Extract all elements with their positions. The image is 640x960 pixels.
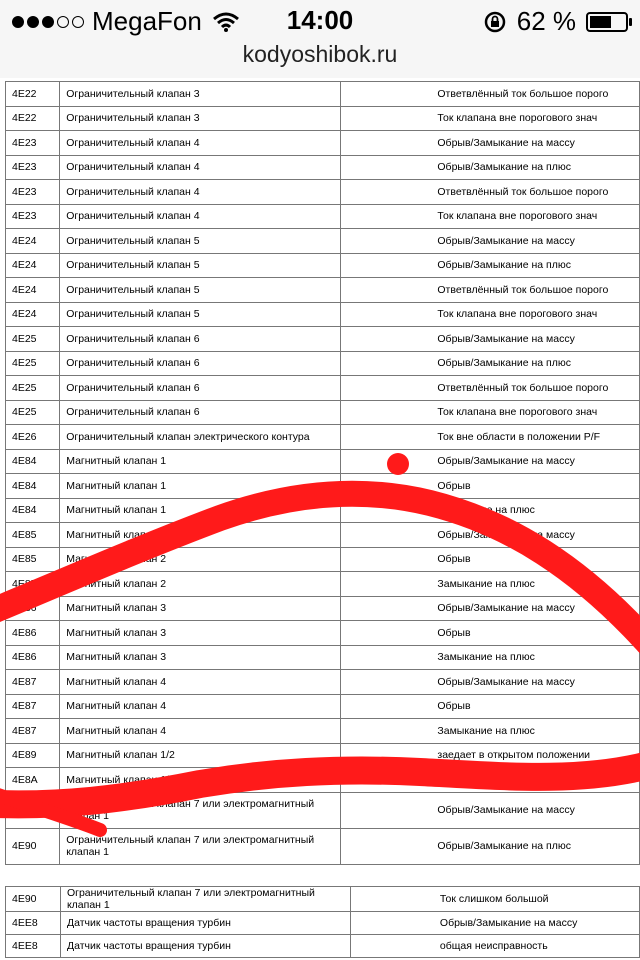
component-cell: Магнитный клапан 2 <box>60 572 341 597</box>
spacer-cell <box>341 376 432 401</box>
table-row <box>6 621 640 646</box>
description-cell: заедает в открытом положении <box>431 743 639 768</box>
table-row <box>6 400 640 425</box>
table-row <box>6 474 640 499</box>
description-cell: Ток клапана вне порогового знач <box>431 106 639 131</box>
description-cell: Обрыв/Замыкание на массу <box>431 229 639 254</box>
spacer-cell <box>341 351 432 376</box>
description-cell: Обрыв/Замыкание на массу <box>431 131 639 156</box>
spacer-cell <box>341 523 432 548</box>
description-cell: Обрыв/Замыкание на массу <box>434 912 640 935</box>
error-code-cell: 4E85 <box>6 547 60 572</box>
component-cell: Магнитный клапан 3 <box>60 645 341 670</box>
error-code-cell: 4E89 <box>6 743 60 768</box>
spacer-cell <box>341 498 432 523</box>
table-row <box>6 327 640 352</box>
spacer-cell <box>341 302 432 327</box>
spacer-cell <box>341 327 432 352</box>
error-code-cell: 4E84 <box>6 449 60 474</box>
error-code-cell: 4E85 <box>6 523 60 548</box>
table-row <box>6 278 640 303</box>
spacer-cell <box>341 253 432 278</box>
spacer-cell <box>341 572 432 597</box>
description-cell: Замыкание на плюс <box>431 498 639 523</box>
spacer-cell <box>341 621 432 646</box>
component-cell: Магнитный клапан 3 <box>60 621 341 646</box>
error-code-cell: 4E25 <box>6 376 60 401</box>
table-row <box>6 694 640 719</box>
component-cell: Ограничительный клапан 6 <box>60 327 341 352</box>
error-code-cell: 4E22 <box>6 106 60 131</box>
error-code-cell: 4E86 <box>6 596 60 621</box>
description-cell: Обрыв/Замыкание на массу <box>431 792 639 828</box>
component-cell: Ограничительный клапан электрического контура <box>60 425 341 450</box>
component-cell: Магнитный клапан 4 <box>60 694 341 719</box>
error-code-cell: 4E26 <box>6 425 60 450</box>
spacer-cell <box>341 474 432 499</box>
error-code-cell: 4E23 <box>6 204 60 229</box>
table-row <box>6 645 640 670</box>
component-cell: Ограничительный клапан 7 или электромагнитный клапан 1 <box>60 828 341 864</box>
component-cell: Ограничительный клапан 5 <box>60 278 341 303</box>
error-code-cell: 4E25 <box>6 400 60 425</box>
rotation-lock-icon <box>483 10 507 34</box>
component-cell: Ограничительный клапан 5 <box>60 229 341 254</box>
description-cell: общая неисправность <box>434 935 640 958</box>
spacer-cell <box>341 106 432 131</box>
table-row <box>6 828 640 864</box>
error-code-cell: 4E90 <box>6 792 60 828</box>
error-code-cell: 4EE8 <box>6 935 61 958</box>
description-cell: Ответвлённый ток большое порого <box>431 180 639 205</box>
battery-percent: 62 % <box>516 6 576 36</box>
component-cell: Магнитный клапан 4 <box>60 719 341 744</box>
description-cell: Ответвлённый ток большое порого <box>431 82 639 107</box>
error-code-cell: 4E23 <box>6 155 60 180</box>
table-row <box>6 82 640 107</box>
spacer-cell <box>341 204 432 229</box>
spacer-cell <box>341 719 432 744</box>
description-cell: Обрыв <box>431 694 639 719</box>
component-cell: Ограничительный клапан 4 <box>60 155 341 180</box>
spacer-cell <box>350 912 434 935</box>
description-cell: Обрыв <box>431 547 639 572</box>
description-cell: Обрыв/Замыкание на плюс <box>431 828 639 864</box>
description-cell: Ток клапана вне порогового знач <box>431 204 639 229</box>
spacer-cell <box>350 887 434 912</box>
error-code-cell: 4E86 <box>6 621 60 646</box>
spacer-cell <box>341 828 432 864</box>
error-code-cell: 4E24 <box>6 229 60 254</box>
spacer-cell <box>341 155 432 180</box>
component-cell: Ограничительный клапан 6 <box>60 351 341 376</box>
component-cell: Ограничительный клапан 3 <box>60 82 341 107</box>
error-code-cell: 4E87 <box>6 694 60 719</box>
spacer-cell <box>350 935 434 958</box>
table-row <box>6 523 640 548</box>
table-row <box>6 596 640 621</box>
table-row <box>6 743 640 768</box>
spacer-cell <box>341 792 432 828</box>
table-row <box>6 887 640 912</box>
description-cell: Ток клапана вне порогового знач <box>431 400 639 425</box>
component-cell: Ограничительный клапан 6 <box>60 400 341 425</box>
table-row <box>6 768 640 793</box>
table-row <box>6 425 640 450</box>
url-domain: kodyoshibok.ru <box>242 41 398 67</box>
component-cell: Магнитный клапан 1/2 <box>60 768 341 793</box>
error-code-cell: 4E23 <box>6 180 60 205</box>
description-cell: Обрыв/Замыкание на плюс <box>431 351 639 376</box>
spacer-cell <box>341 768 432 793</box>
spacer-cell <box>341 694 432 719</box>
spacer-cell <box>341 278 432 303</box>
component-cell: Ограничительный клапан 6 <box>60 376 341 401</box>
error-code-cell: 4E84 <box>6 498 60 523</box>
page-content[interactable] <box>0 78 640 960</box>
description-cell: Обрыв/Замыкание на плюс <box>431 155 639 180</box>
description-cell: Ток клапана вне порогового знач <box>431 302 639 327</box>
spacer-cell <box>341 400 432 425</box>
description-cell: заедает в закрытом положении <box>431 768 639 793</box>
description-cell: Ток вне области в положении P/F <box>431 425 639 450</box>
component-cell: Датчик частоты вращения турбин <box>60 912 350 935</box>
error-code-cell: 4E90 <box>6 887 61 912</box>
error-code-cell: 4E24 <box>6 253 60 278</box>
table-row <box>6 180 640 205</box>
error-code-cell: 4E87 <box>6 719 60 744</box>
error-code-cell: 4E23 <box>6 131 60 156</box>
component-cell: Ограничительный клапан 5 <box>60 253 341 278</box>
table-row <box>6 498 640 523</box>
table-row <box>6 131 640 156</box>
table-row <box>6 547 640 572</box>
component-cell: Магнитный клапан 3 <box>60 596 341 621</box>
error-code-cell: 4E86 <box>6 645 60 670</box>
clock: 14:00 <box>286 5 354 35</box>
error-code-cell: 4E25 <box>6 327 60 352</box>
error-code-cell: 4EE8 <box>6 912 61 935</box>
description-cell: Замыкание на плюс <box>431 719 639 744</box>
table-row <box>6 719 640 744</box>
table-row <box>6 449 640 474</box>
description-cell: Обрыв/Замыкание на массу <box>431 596 639 621</box>
error-code-cell: 4E87 <box>6 670 60 695</box>
component-cell: Ограничительный клапан 4 <box>60 131 341 156</box>
description-cell: Замыкание на плюс <box>431 645 639 670</box>
description-cell: Обрыв <box>431 474 639 499</box>
table-row <box>6 229 640 254</box>
table-row <box>6 302 640 327</box>
component-cell: Магнитный клапан 4 <box>60 670 341 695</box>
status-bar <box>0 0 640 40</box>
description-cell: Ток слишком большой <box>434 887 640 912</box>
error-code-cell: 4E25 <box>6 351 60 376</box>
description-cell: Ответвлённый ток большое порого <box>431 278 639 303</box>
spacer-cell <box>341 180 432 205</box>
spacer-cell <box>341 670 432 695</box>
spacer-cell <box>341 131 432 156</box>
table-row <box>6 155 640 180</box>
address-bar[interactable] <box>0 40 640 78</box>
description-cell: Ответвлённый ток большое порого <box>431 376 639 401</box>
description-cell: Обрыв/Замыкание на массу <box>431 449 639 474</box>
component-cell: Магнитный клапан 1 <box>60 498 341 523</box>
battery-icon <box>586 12 628 32</box>
component-cell: Ограничительный клапан 4 <box>60 204 341 229</box>
table-row <box>6 670 640 695</box>
error-code-cell: 4E85 <box>6 572 60 597</box>
table-row <box>6 106 640 131</box>
component-cell: Ограничительный клапан 4 <box>60 180 341 205</box>
spacer-cell <box>341 229 432 254</box>
error-code-cell: 4E8A <box>6 768 60 793</box>
description-cell: Обрыв/Замыкание на массу <box>431 670 639 695</box>
carrier-name: MegaFon <box>92 6 202 36</box>
description-cell: Обрыв <box>431 621 639 646</box>
error-code-cell: 4E90 <box>6 828 60 864</box>
status-right <box>483 6 628 37</box>
description-cell: Обрыв/Замыкание на плюс <box>431 253 639 278</box>
error-code-cell: 4E84 <box>6 474 60 499</box>
error-codes-table <box>5 81 640 865</box>
component-cell: Магнитный клапан 2 <box>60 547 341 572</box>
spacer-cell <box>341 425 432 450</box>
table-row <box>6 935 640 958</box>
description-cell: Замыкание на плюс <box>431 572 639 597</box>
table-row <box>6 792 640 828</box>
component-cell: Магнитный клапан 1 <box>60 449 341 474</box>
spacer-cell <box>341 743 432 768</box>
component-cell: Ограничительный клапан 7 или электромагнитный клапан 1 <box>60 792 341 828</box>
table-row <box>6 572 640 597</box>
error-code-cell: 4E22 <box>6 82 60 107</box>
component-cell: Ограничительный клапан 7 или электромагнитный клапан 1 <box>60 887 350 912</box>
component-cell: Ограничительный клапан 3 <box>60 106 341 131</box>
component-cell: Ограничительный клапан 5 <box>60 302 341 327</box>
component-cell: Магнитный клапан 2 <box>60 523 341 548</box>
table-row <box>6 253 640 278</box>
component-cell: Датчик частоты вращения турбин <box>60 935 350 958</box>
error-code-cell: 4E24 <box>6 278 60 303</box>
spacer-cell <box>341 547 432 572</box>
table-row <box>6 376 640 401</box>
error-codes-table-continued <box>5 886 640 958</box>
component-cell: Магнитный клапан 1 <box>60 474 341 499</box>
error-code-cell: 4E24 <box>6 302 60 327</box>
spacer-cell <box>341 449 432 474</box>
description-cell: Обрыв/Замыкание на массу <box>431 327 639 352</box>
component-cell: Магнитный клапан 1/2 <box>60 743 341 768</box>
spacer-cell <box>341 645 432 670</box>
spacer-cell <box>341 82 432 107</box>
table-row <box>6 912 640 935</box>
description-cell: Обрыв/Замыкание на массу <box>431 523 639 548</box>
table-row <box>6 351 640 376</box>
spacer-cell <box>341 596 432 621</box>
table-row <box>6 204 640 229</box>
